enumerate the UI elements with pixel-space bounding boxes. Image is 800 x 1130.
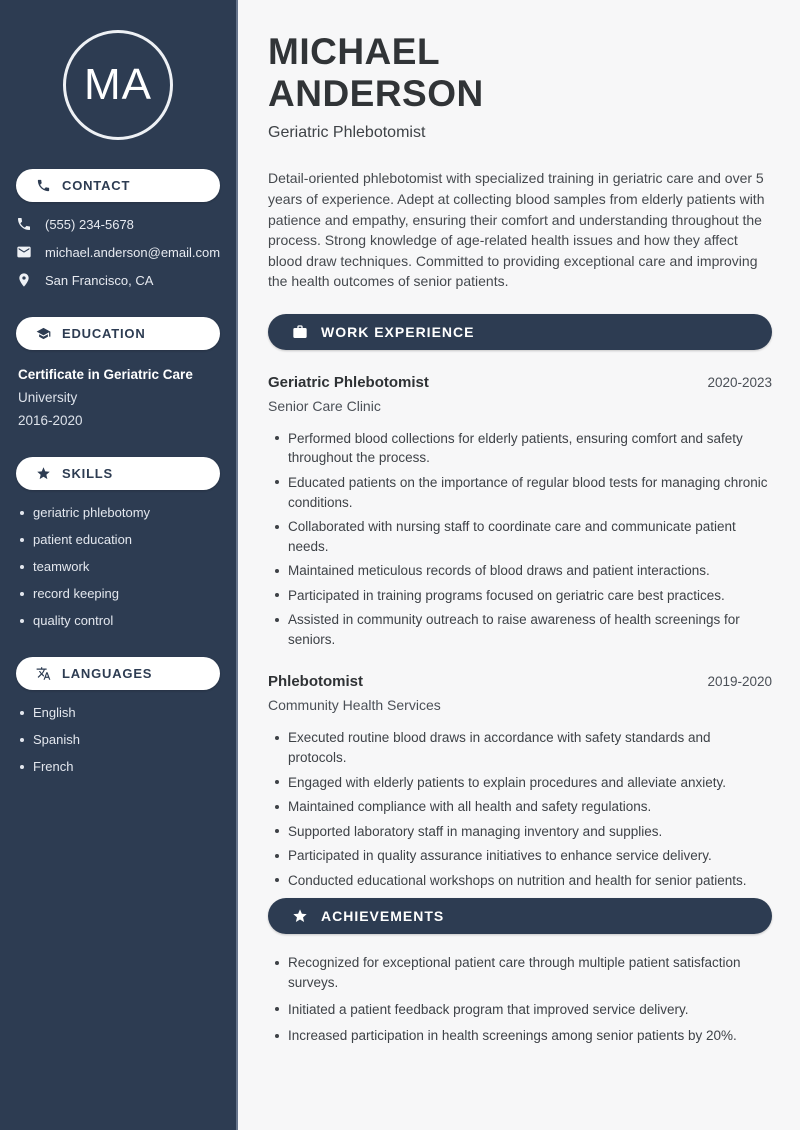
contact-section-label: CONTACT (62, 178, 131, 193)
job-bullet: Participated in quality assurance initiatives to enhance service delivery. (268, 846, 772, 866)
skills-list (16, 505, 220, 628)
work-experience-section-label: WORK EXPERIENCE (321, 323, 475, 340)
achievement-item: Recognized for exceptional patient care through multiple patient satisfaction surveys. (268, 953, 772, 992)
first-name: MICHAEL (268, 31, 441, 72)
job-bullet: Performed blood collections for elderly patients, ensuring comfort and safety throughout the process. (268, 429, 772, 468)
phone-icon (16, 216, 32, 232)
language-item: English (18, 705, 220, 720)
skills-section-header (16, 457, 220, 490)
education-entry (16, 367, 220, 428)
skill-item: record keeping (18, 586, 220, 601)
education-section-label: EDUCATION (62, 326, 146, 341)
job-entry (268, 673, 772, 890)
languages-section-label: LANGUAGES (62, 666, 153, 681)
education-school: University (18, 390, 78, 405)
job-company: Community Health Services (268, 697, 441, 714)
job-header (268, 673, 772, 690)
skills-section-label: SKILLS (62, 466, 114, 481)
achievement-item: Initiated a patient feedback program that improved service delivery. (268, 1000, 772, 1020)
location-text: San Francisco, CA (45, 272, 154, 288)
professional-summary: Detail-oriented phlebotomist with specialized training in geriatric care and over 5 years of experience. Adept at collecting blood samples from elderly patients with patience and empathy, ensuring their comfort and understanding throughout the process. Strong knowledge of age-related health issues and how they affect blood draw techniques. Committed to providing exceptional care and improving the health outcomes of senior patients. (268, 170, 765, 290)
job-bullet: Executed routine blood draws in accordance with safety standards and protocols. (268, 728, 772, 767)
education-degree: Certificate in Geriatric Care (18, 367, 193, 382)
job-bullet: Participated in training programs focused on geriatric care best practices. (268, 586, 772, 606)
job-header (268, 374, 772, 391)
job-bullet: Maintained meticulous records of blood draws and patient interactions. (268, 561, 772, 581)
job-company: Senior Care Clinic (268, 397, 381, 414)
location-pin-icon (16, 272, 32, 288)
contact-item-location (16, 272, 220, 288)
job-bullet: Educated patients on the importance of regular blood tests for managing chronic conditions. (268, 473, 772, 512)
achievement-item: Increased participation in health screenings among senior patients by 20%. (268, 1026, 772, 1046)
job-bullet: Collaborated with nursing staff to coordinate care and communicate patient needs. (268, 517, 772, 556)
education-section-header (16, 317, 220, 350)
language-item: Spanish (18, 732, 220, 747)
sidebar (0, 0, 238, 1130)
languages-list (16, 705, 220, 774)
job-title: Geriatric Phlebotomist (268, 373, 429, 391)
work-experience-section-header (268, 314, 772, 350)
candidate-job-title: Geriatric Phlebotomist (268, 124, 426, 142)
job-title: Phlebotomist (268, 673, 364, 691)
star-icon (36, 466, 51, 481)
languages-section-header (16, 657, 220, 690)
language-item: French (18, 759, 220, 774)
job-dates: 2019-2020 (707, 674, 772, 690)
achievements-section-label: ACHIEVEMENTS (321, 908, 445, 925)
skill-item: quality control (18, 613, 220, 628)
education-years: 2016-2020 (18, 413, 83, 428)
contact-list (16, 216, 220, 288)
main-content (238, 0, 800, 1130)
job-bullet: Engaged with elderly patients to explain procedures and alleviate anxiety. (268, 773, 772, 793)
achievements-section-header (268, 898, 772, 934)
skill-item: patient education (18, 532, 220, 547)
job-bullet-list (268, 728, 772, 890)
avatar-initials: MA (84, 60, 152, 109)
achievements-list (268, 953, 772, 1045)
job-bullet-list (268, 429, 772, 650)
briefcase-icon (292, 324, 308, 340)
job-bullet: Maintained compliance with all health and safety regulations. (268, 797, 772, 817)
star-icon (292, 908, 308, 924)
contact-section-header (16, 169, 220, 202)
translate-icon (36, 666, 51, 681)
skill-item: teamwork (18, 559, 220, 574)
skill-item: geriatric phlebotomy (18, 505, 220, 520)
last-name: ANDERSON (268, 73, 484, 115)
job-dates: 2020-2023 (707, 374, 772, 390)
job-bullet: Conducted educational workshops on nutrition and health for senior patients. (268, 871, 772, 891)
job-bullet: Supported laboratory staff in managing inventory and supplies. (268, 822, 772, 842)
email-address: michael.anderson@email.com (45, 244, 221, 260)
job-entry (268, 374, 772, 650)
avatar (63, 30, 173, 140)
contact-item-phone (16, 216, 220, 232)
phone-icon (36, 178, 51, 193)
job-bullet: Assisted in community outreach to raise awareness of health screenings for seniors. (268, 610, 772, 649)
email-icon (16, 244, 32, 260)
phone-number: (555) 234-5678 (45, 216, 134, 232)
graduation-cap-icon (36, 326, 51, 341)
candidate-name (268, 31, 772, 115)
contact-item-email (16, 244, 220, 260)
